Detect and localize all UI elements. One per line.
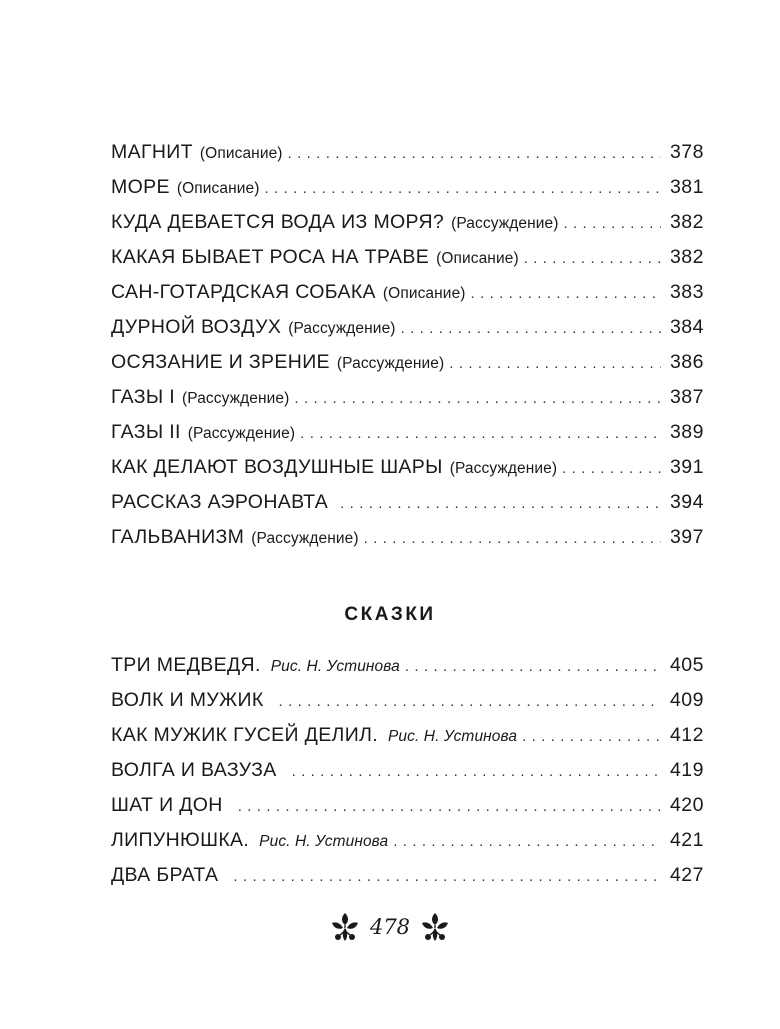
- dot-leader: [238, 795, 661, 819]
- dot-leader: [471, 282, 661, 306]
- floral-ornament-icon: [418, 910, 452, 944]
- toc-entry-page: 389: [669, 421, 704, 443]
- dot-leader: [405, 655, 661, 679]
- toc-entry: [111, 385, 704, 420]
- dot-leader: [340, 492, 661, 516]
- toc-entry-page: 397: [669, 526, 704, 548]
- toc-entry: [111, 863, 704, 898]
- toc-entry: [111, 420, 704, 455]
- toc-entry: [111, 490, 704, 525]
- toc-entry-genre: (Описание): [382, 285, 466, 302]
- toc-entry: [111, 315, 704, 350]
- toc-entry: [111, 525, 704, 560]
- dot-leader: [401, 317, 661, 341]
- toc-entry: [111, 688, 704, 723]
- toc-entry: [111, 455, 704, 490]
- dot-leader: [524, 247, 661, 271]
- toc-entry-title: КУДА ДЕВАЕТСЯ ВОДА ИЗ МОРЯ?: [111, 211, 445, 233]
- dot-leader: [279, 690, 661, 714]
- toc-entry-illustrator: Рис. Н. Устинова: [259, 833, 389, 850]
- dot-leader: [563, 212, 661, 236]
- toc-entry: [111, 245, 704, 280]
- section-heading: СКАЗКИ: [344, 604, 436, 625]
- toc-entry-page: 387: [669, 386, 704, 408]
- toc-entry: [111, 758, 704, 793]
- toc-entry-title: ЛИПУНЮШКА.: [111, 829, 250, 851]
- toc-entry: [111, 350, 704, 385]
- toc-entry-page: 383: [669, 281, 704, 303]
- toc-entry: [111, 793, 704, 828]
- toc-entry-title: МОРЕ: [111, 176, 170, 198]
- toc-entry-illustrator: Рис. Н. Устинова: [387, 728, 518, 745]
- toc-entry: [111, 175, 704, 210]
- toc-entry-title: ГАЛЬВАНИЗМ: [111, 526, 245, 548]
- toc-list-tales: [111, 653, 704, 898]
- toc-entry-genre: (Рассуждение): [251, 530, 359, 547]
- toc-entry-page: 378: [669, 141, 704, 163]
- toc-entry-page: 412: [669, 724, 704, 746]
- toc-entry: [111, 210, 704, 245]
- dot-leader: [300, 422, 661, 446]
- toc-entry-page: 381: [669, 176, 704, 198]
- toc-entry-genre: (Рассуждение): [288, 320, 396, 337]
- dot-leader: [294, 387, 661, 411]
- toc-entry-page: 384: [669, 316, 704, 338]
- toc-entry: [111, 140, 704, 175]
- toc-entry-title: КАК ДЕЛАЮТ ВОЗДУШНЫЕ ШАРЫ: [111, 456, 443, 478]
- toc-entry-genre: (Рассуждение): [449, 460, 558, 477]
- toc-entry-title: САН-ГОТАРДСКАЯ СОБАКА: [111, 281, 376, 303]
- toc-entry-title: ДУРНОЙ ВОЗДУХ: [111, 316, 282, 338]
- page-number: 478: [369, 915, 411, 939]
- toc-entry-page: 386: [669, 351, 704, 373]
- toc-entry-title: ВОЛК И МУЖИК: [111, 689, 264, 711]
- toc-entry-page: 405: [669, 654, 704, 676]
- toc-entry-page: 382: [669, 211, 704, 233]
- dot-leader: [562, 457, 661, 481]
- toc-entry-page: 394: [669, 491, 704, 513]
- toc-entry-genre: (Описание): [176, 180, 260, 197]
- toc-entry-title: ДВА БРАТА: [111, 864, 219, 886]
- toc-entry-page: 409: [669, 689, 704, 711]
- toc-entry-page: 421: [669, 829, 704, 851]
- toc-list-main: [111, 140, 704, 560]
- toc-entry-genre: (Рассуждение): [187, 425, 296, 442]
- toc-entry-genre: (Рассуждение): [336, 355, 445, 372]
- toc-entry-title: ОСЯЗАНИЕ И ЗРЕНИЕ: [111, 351, 330, 373]
- toc-entry: [111, 723, 704, 758]
- toc-entry-title: ГАЗЫ II: [111, 421, 181, 443]
- toc-entry-page: 427: [669, 864, 704, 886]
- toc-entry: [111, 653, 704, 688]
- floral-ornament-icon: [328, 910, 362, 944]
- toc-entry-page: 391: [669, 456, 704, 478]
- toc-entry-illustrator: Рис. Н. Устинова: [270, 658, 400, 675]
- dot-leader: [292, 760, 661, 784]
- toc-entry-title: ГАЗЫ I: [111, 386, 176, 408]
- toc-entry: [111, 828, 704, 863]
- toc-entry-genre: (Описание): [199, 145, 283, 162]
- toc-entry-title: ТРИ МЕДВЕДЯ.: [111, 654, 261, 676]
- toc-entry: [111, 280, 704, 315]
- toc-entry-title: ШАТ И ДОН: [111, 794, 223, 816]
- toc-entry-title: КАК МУЖИК ГУСЕЙ ДЕЛИЛ.: [111, 724, 378, 746]
- toc-entry-title: РАССКАЗ АЭРОНАВТА: [111, 491, 329, 513]
- dot-leader: [522, 725, 661, 749]
- dot-leader: [449, 352, 661, 376]
- dot-leader: [393, 830, 661, 854]
- toc-entry-page: 419: [669, 759, 704, 781]
- dot-leader: [233, 865, 661, 889]
- toc-entry-title: МАГНИТ: [111, 141, 193, 163]
- dot-leader: [264, 177, 661, 201]
- toc-entry-genre: (Описание): [436, 250, 519, 267]
- page-footer: [0, 910, 780, 944]
- dot-leader: [364, 527, 661, 551]
- toc-entry-title: ВОЛГА И ВАЗУЗА: [111, 759, 277, 781]
- dot-leader: [288, 142, 661, 166]
- toc-entry-page: 382: [669, 246, 704, 268]
- toc-entry-title: КАКАЯ БЫВАЕТ РОСА НА ТРАВЕ: [111, 246, 430, 268]
- toc-entry-page: 420: [669, 794, 704, 816]
- toc-entry-genre: (Рассуждение): [182, 390, 290, 407]
- toc-entry-genre: (Рассуждение): [451, 215, 559, 232]
